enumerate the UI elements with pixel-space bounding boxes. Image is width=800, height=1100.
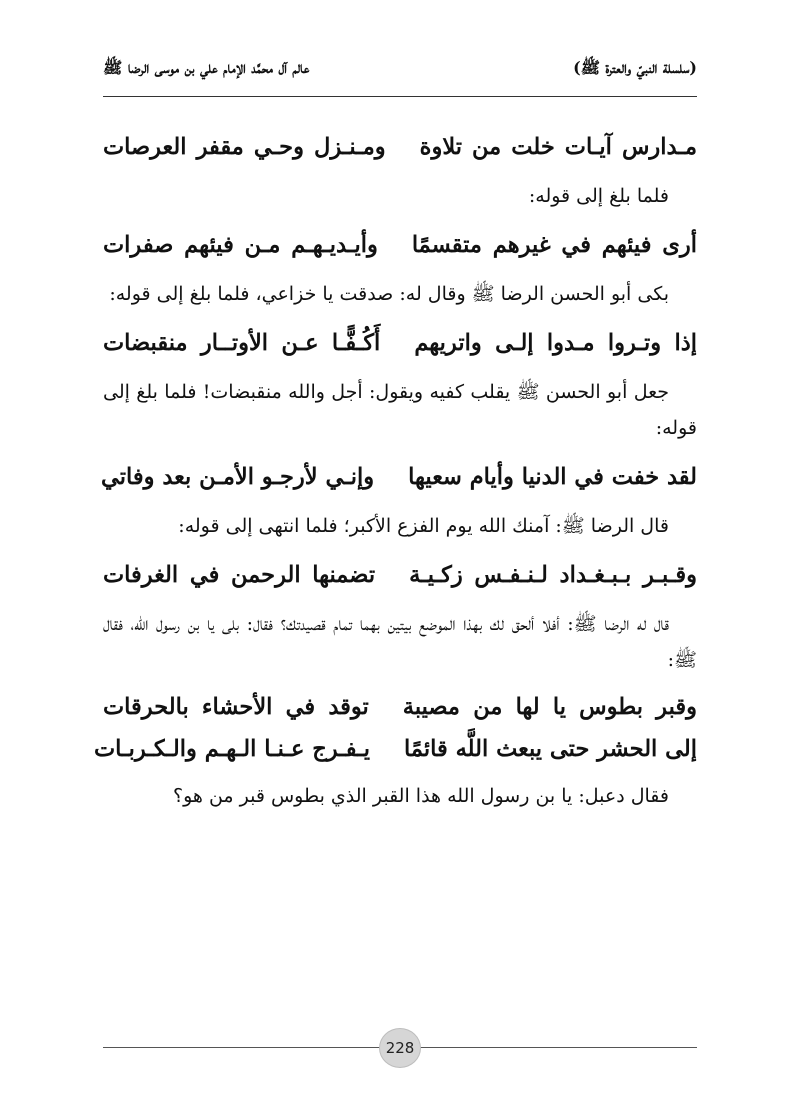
prose-paragraph: جعل أبو الحسن ﷺ يقلب كفيه ويقول: أجل والله منقبضات! فلما بلغ إلى قوله: bbox=[103, 381, 697, 439]
verse-second-hemistich: تضمنها الرحمن في الغرفات bbox=[103, 562, 376, 588]
poem-verse bbox=[103, 222, 697, 268]
page-content bbox=[94, 118, 698, 822]
poem-verse bbox=[103, 686, 697, 728]
verse-first-hemistich: وقـبـر بـبـغـداد لـنـفـس زكـيـة bbox=[409, 562, 698, 588]
verse-first-hemistich: أرى فيئهم في غيرهم متقسمًا bbox=[411, 232, 697, 258]
prose-paragraph: قال الرضا ﷺ: آمنك الله يوم الفزع الأكبر؛ فلما انتهى إلى قوله: bbox=[178, 515, 669, 537]
verse-second-hemistich: وأيـديـهـم مـن فيئهم صفرات bbox=[103, 232, 378, 258]
verse-first-hemistich: مـدارس آيـات خلت من تلاوة bbox=[419, 134, 698, 160]
verse-second-hemistich: ومـنـزل وحـي مقفر العرصات bbox=[103, 134, 386, 160]
prose-paragraph: فلما بلغ إلى قوله: bbox=[528, 185, 669, 207]
verse-first-hemistich: إذا وتـروا مـدوا إلـى واتريهم bbox=[414, 330, 698, 356]
prose-paragraph: قال له الرضا ﷺ: أفلا ألحق لك بهذا الموضع بيتين بهما تمام قصيدتك؟ فقال: بلى يا بن رسول الله، فقال ﷺ: bbox=[103, 613, 697, 671]
series-title: (سلسلة النبيّ والعترة ﷺ) bbox=[573, 58, 697, 77]
poem-verse bbox=[103, 320, 697, 366]
poem-verse bbox=[103, 552, 697, 598]
book-title: عالم آل محمَّد الإمام علي بن موسى الرضا ﷺ bbox=[103, 58, 310, 77]
verse-second-hemistich: يـفـرج عـنـا الـهـم والـكـربـات bbox=[94, 736, 371, 762]
verse-second-hemistich: توقد في الأحشاء بالحرقات bbox=[103, 694, 369, 720]
running-header bbox=[103, 58, 697, 81]
poem-verse bbox=[103, 454, 697, 500]
verse-second-hemistich: أَكُـفًّـا عـن الأوتــار منقبضات bbox=[103, 330, 381, 356]
verse-first-hemistich: إلى الحشر حتى يبعث اللَّه قائمًا bbox=[404, 736, 697, 762]
verse-second-hemistich: وإنـي لأرجـو الأمـن بعد وفاتي bbox=[101, 464, 375, 490]
prose-paragraph: فقال دعبل: يا بن رسول الله هذا القبر الذي بطوس قبر من هو؟ bbox=[173, 785, 669, 807]
verse-first-hemistich: لقد خفت في الدنيا وأيام سعيها bbox=[408, 464, 697, 490]
header-rule bbox=[103, 96, 697, 97]
poem-verse bbox=[94, 728, 697, 770]
prose-paragraph: بكى أبو الحسن الرضا ﷺ وقال له: صدقت يا خزاعي، فلما بلغ إلى قوله: bbox=[109, 283, 669, 305]
page-number-badge: 228 bbox=[379, 1028, 421, 1068]
verse-first-hemistich: وقبر بطوس يا لها من مصيبة bbox=[402, 694, 698, 720]
poem-verse-pair bbox=[94, 686, 698, 770]
poem-verse bbox=[103, 124, 697, 170]
